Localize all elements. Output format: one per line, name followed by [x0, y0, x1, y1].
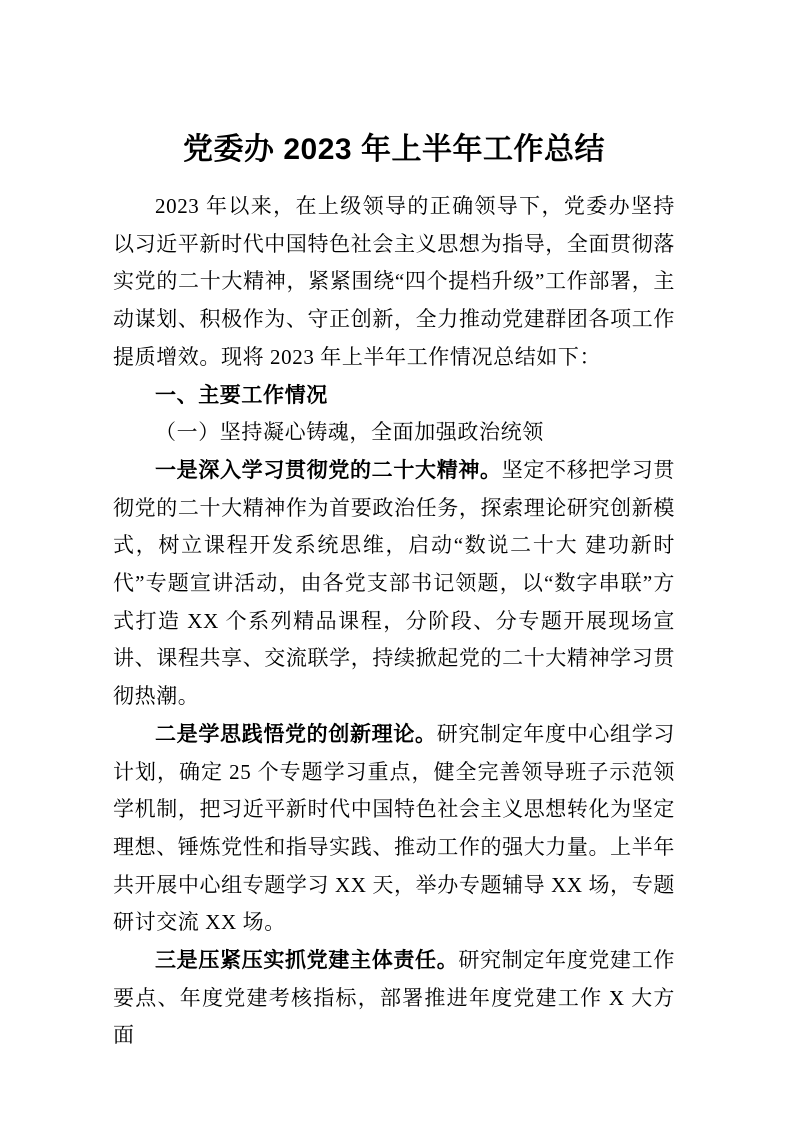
item-paragraph-1	[113, 452, 675, 716]
item-1-lead: 一是深入学习贯彻党的二十大精神。	[155, 458, 502, 482]
item-3-text: 研究制定年度党建工作要点、年度党建考核指标，部署推进年度党建工作 X 大方面	[113, 948, 675, 1048]
intro-paragraph: 2023 年以来，在上级领导的正确领导下，党委办坚持以习近平新时代中国特色社会主义思想为指导，全面贯彻落实党的二十大精神，紧紧围绕“四个提档升级”工作部署，主动谋划、积极作为、守正创新，全力推动党建群团各项工作提质增效。现将 2023 年上半年工作情况总结如下：	[113, 194, 675, 369]
document-title: 党委办 2023 年上半年工作总结	[183, 133, 605, 166]
item-paragraph-2	[113, 716, 675, 942]
item-1-text: 坚定不移把学习贯彻党的二十大精神作为首要政治任务，探索理论研究创新模式，树立课程开发系统思维，启动“数说二十大 建功新时代”专题宣讲活动，由各党支部书记领题，以“数字串联”方式打造 XX 个系列精品课程，分阶段、分专题开展现场宣讲、课程共享、交流联学，持续掀起党的二十大精神学习贯彻热潮。	[113, 457, 675, 709]
item-3-lead: 三是压紧压实抓党建主体责任。	[155, 949, 459, 973]
subsection-heading: （一）坚持凝心铸魂，全面加强政治统领	[155, 420, 544, 445]
item-2-lead: 二是学思践悟党的创新理论。	[155, 722, 437, 746]
item-2-text: 研究制定年度中心组学习计划，确定 25 个专题学习重点，健全完善领导班子示范领学机制，把习近平新时代中国特色社会主义思想转化为坚定理想、锤炼党性和指导实践、推动工作的强大力量。上半年共开展中心组专题学习 XX 天，举办专题辅导 XX 场，专题研讨交流 XX 场。	[113, 721, 675, 935]
section-heading: 一、主要工作情况	[155, 383, 328, 407]
document-content	[113, 0, 675, 1055]
item-paragraph-3	[113, 942, 675, 1055]
